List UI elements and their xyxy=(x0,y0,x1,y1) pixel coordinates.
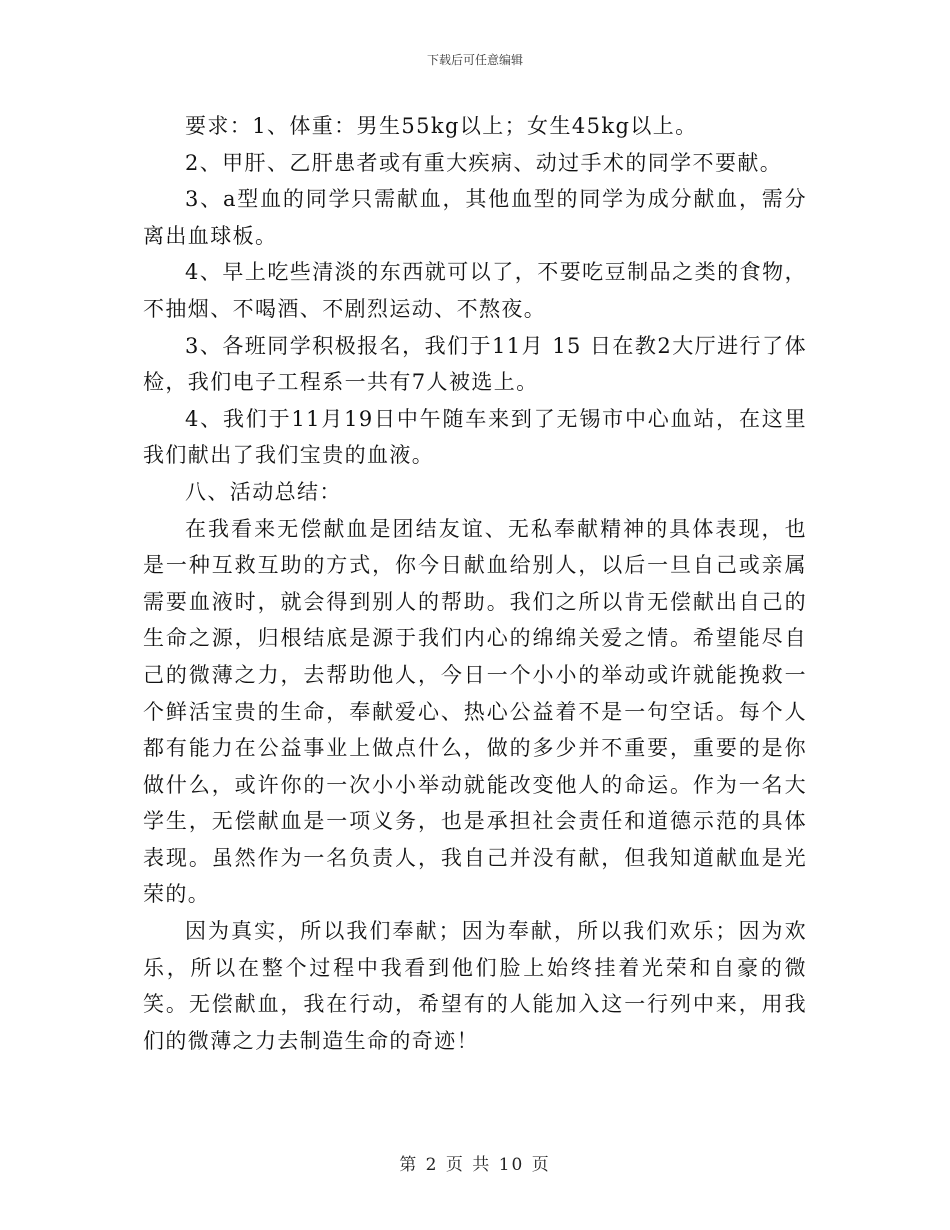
paragraph-step-4: 4、我们于11月19日中午随车来到了无锡市中心血站，在这里我们献出了我们宝贵的血液。 xyxy=(143,406,807,468)
page-footer xyxy=(0,1154,950,1176)
footer-total-pages: 10 xyxy=(498,1155,525,1175)
footer-page-number: 2 xyxy=(425,1155,439,1175)
section-heading-summary: 八、活动总结： xyxy=(185,479,342,504)
paragraph-step-3: 3、各班同学积极报名，我们于11月 15 日在教2大厅进行了体检，我们电子工程系一共有7人被选上。 xyxy=(143,333,807,395)
document-body xyxy=(143,108,807,1059)
paragraph-conclusion: 因为真实，所以我们奉献；因为奉献，所以我们欢乐；因为欢乐，所以在整个过程中我看到他们脸上始终挂着光荣和自豪的微笑。无偿献血，我在行动，希望有的人能加入这一行列中来，用我们的微薄之力去制造生命的奇迹！ xyxy=(143,919,807,1053)
footer-prefix: 第 xyxy=(399,1155,419,1175)
footer-middle: 页 共 xyxy=(445,1155,492,1175)
paragraph-requirements: 要求：1、体重：男生55kg以上；女生45kg以上。 xyxy=(185,114,698,138)
paragraph-requirement-2: 2、甲肝、乙肝患者或有重大疾病、动过手术的同学不要献。 xyxy=(185,150,783,175)
paragraph-requirement-4: 4、早上吃些清淡的东西就可以了，不要吃豆制品之类的食物，不抽烟、不喝酒、不剧烈运动、不熬夜。 xyxy=(143,260,807,321)
page-header: 下载后可任意编辑 xyxy=(426,53,523,67)
paragraph-summary: 在我看来无偿献血是团结友谊、无私奉献精神的具体表现，也是一种互救互助的方式，你今日献血给别人，以后一旦自己或亲属需要血液时，就会得到别人的帮助。我们之所以肯无偿献出自己的生命之源，归根结底是源于我们内心的绵绵关爱之情。希望能尽自己的微薄之力，去帮助他人，今日一个小小的举动或许就能挽救一个鲜活宝贵的生命，奉献爱心、热心公益着不是一句空话。每个人都有能力在公益事业上做点什么，做的多少并不重要，重要的是你做什么，或许你的一次小小举动就能改变他人的命运。作为一名大学生，无偿献血是一项义务，也是承担社会责任和道德示范的具体表现。虽然作为一名负责人，我自己并没有献，但我知道献血是光荣的。 xyxy=(143,516,807,907)
paragraph-requirement-3: 3、a型血的同学只需献血，其他血型的同学为成分献血，需分离出血球板。 xyxy=(143,187,807,248)
footer-suffix: 页 xyxy=(531,1155,551,1175)
